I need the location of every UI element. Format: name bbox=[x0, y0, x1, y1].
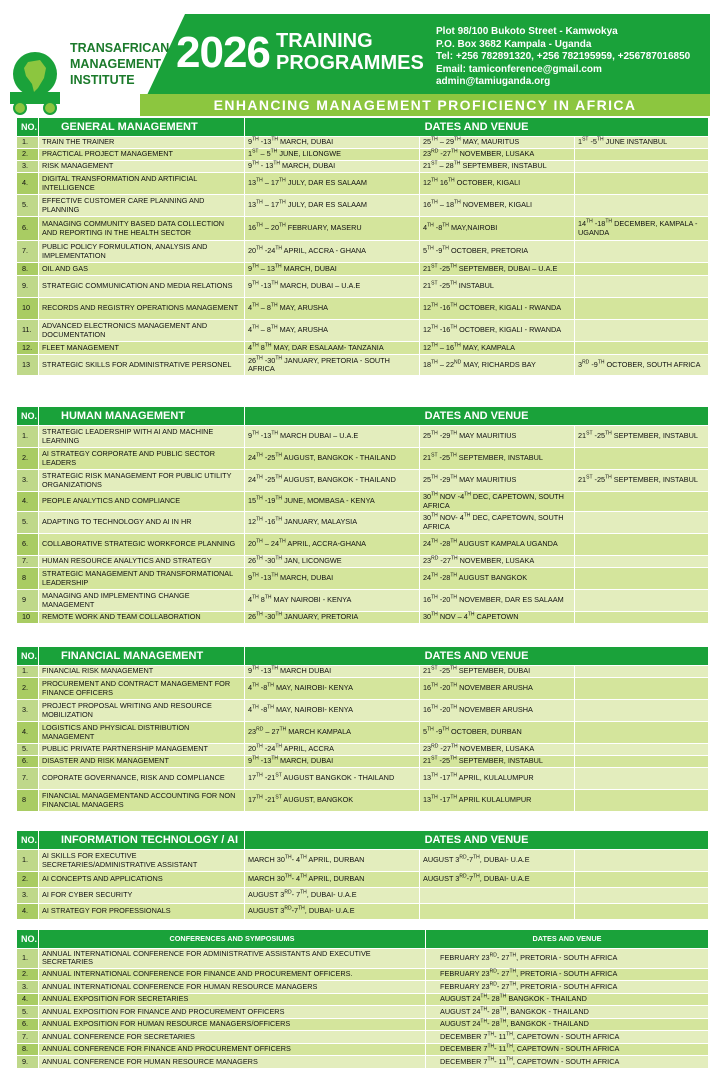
date-venue-1: 9TH -13TH MARCH, DUBAI – U.A.E bbox=[245, 276, 420, 298]
course-name: STRATEGIC RISK MANAGEMENT FOR PUBLIC UTILITY ORGANIZATIONS bbox=[39, 470, 245, 492]
date-venue-2: 4TH -8TH MAY,NAIROBI bbox=[420, 217, 575, 241]
course-row bbox=[17, 195, 709, 217]
conference-date: AUGUST 24TH- 28TH BANGKOK - THAILAND bbox=[426, 993, 709, 1006]
date-venue-3 bbox=[575, 888, 709, 904]
conference-date: AUGUST 24TH- 28TH, BANGKOK - THAILAND bbox=[426, 1006, 709, 1019]
date-venue-2: 13TH -17TH APRIL, KULALUMPUR bbox=[420, 768, 575, 790]
date-venue-3 bbox=[575, 195, 709, 217]
date-venue-3 bbox=[575, 512, 709, 534]
course-row bbox=[17, 276, 709, 298]
date-venue-2: 13TH -17TH APRIL KULALUMPUR bbox=[420, 790, 575, 812]
course-name: PUBLIC PRIVATE PARTNERSHIP MANAGEMENT bbox=[39, 744, 245, 756]
course-row bbox=[17, 137, 709, 149]
date-venue-2: 16TH -20TH NOVEMBER ARUSHA bbox=[420, 678, 575, 700]
conference-name: ANNUAL EXPOSITION FOR HUMAN RESOURCE MANAGERS/OFFICERS bbox=[39, 1018, 426, 1031]
row-number: 9 bbox=[17, 590, 39, 612]
date-venue-1: 13TH – 17TH JULY, DAR ES SALAAM bbox=[245, 173, 420, 195]
course-name: COPORATE GOVERNANCE, RISK AND COMPLIANCE bbox=[39, 768, 245, 790]
row-number: 6. bbox=[17, 534, 39, 556]
course-row bbox=[17, 161, 709, 173]
section-general-management bbox=[16, 117, 708, 376]
conference-name: ANNUAL CONFERENCE FOR HUMAN RESOURCE MANAGERS bbox=[39, 1056, 426, 1069]
course-row bbox=[17, 298, 709, 320]
date-venue-3 bbox=[575, 492, 709, 512]
course-name: COLLABORATIVE STRATEGIC WORKFORCE PLANNING bbox=[39, 534, 245, 556]
row-number: 6. bbox=[17, 217, 39, 241]
course-row bbox=[17, 241, 709, 263]
date-venue-3: 21ST -25TH SEPTEMBER, INSTABUL bbox=[575, 470, 709, 492]
course-name: AI SKILLS FOR EXECUTIVE SECRETARIES/ADMINISTRATIVE ASSISTANT bbox=[39, 850, 245, 872]
course-row bbox=[17, 904, 709, 920]
date-venue-1: 4TH -8TH MAY, NAIROBI- KENYA bbox=[245, 678, 420, 700]
date-venue-1: 9TH -13TH MARCH DUBAI bbox=[245, 666, 420, 678]
conference-row bbox=[17, 1018, 709, 1031]
row-number: 1. bbox=[17, 137, 39, 149]
date-venue-3 bbox=[575, 790, 709, 812]
row-number: 4. bbox=[17, 722, 39, 744]
date-venue-1: AUGUST 3RD- 7TH, DUBAI- U.A.E bbox=[245, 888, 420, 904]
header-no: NO. bbox=[17, 831, 39, 850]
dates-venue-header: DATES AND VENUE bbox=[426, 930, 709, 949]
year-title: 2026 bbox=[176, 28, 270, 77]
row-number: 9. bbox=[17, 276, 39, 298]
date-venue-2: AUGUST 3RD-7TH, DUBAI- U.A.E bbox=[420, 850, 575, 872]
date-venue-1: 9TH - 13TH MARCH, DUBAI bbox=[245, 161, 420, 173]
header-no: NO. bbox=[17, 407, 39, 426]
date-venue-2: 12TH – 16TH MAY, KAMPALA bbox=[420, 342, 575, 355]
dates-venue-header: DATES AND VENUE bbox=[245, 407, 709, 426]
row-number: 4. bbox=[17, 904, 39, 920]
header-no: NO. bbox=[17, 930, 39, 949]
date-venue-1: 20TH -24TH APRIL, ACCRA - GHANA bbox=[245, 241, 420, 263]
header bbox=[0, 0, 722, 116]
course-name: ADVANCED ELECTRONICS MANAGEMENT AND DOCUMENTATION bbox=[39, 320, 245, 342]
date-venue-2: 24TH -28TH AUGUST BANGKOK bbox=[420, 568, 575, 590]
row-number: 7. bbox=[17, 556, 39, 568]
conference-date: FEBRUARY 23RD- 27TH, PRETORIA - SOUTH AFRICA bbox=[426, 981, 709, 994]
course-row bbox=[17, 556, 709, 568]
row-number: 11. bbox=[17, 320, 39, 342]
conference-name: ANNUAL INTERNATIONAL CONFERENCE FOR ADMINISTRATIVE ASSISTANTS AND EXECUTIVE SECRETARIES bbox=[39, 949, 426, 969]
row-number: 7. bbox=[17, 1031, 39, 1044]
date-venue-3: 3RD -9TH OCTOBER, SOUTH AFRICA bbox=[575, 355, 709, 376]
row-number: 8 bbox=[17, 568, 39, 590]
row-number: 2. bbox=[17, 149, 39, 161]
contact-pobox: P.O. Box 3682 Kampala - Uganda bbox=[436, 38, 592, 50]
date-venue-1: MARCH 30TH- 4TH APRIL, DURBAN bbox=[245, 872, 420, 888]
date-venue-3 bbox=[575, 568, 709, 590]
course-name: AI CONCEPTS AND APPLICATIONS bbox=[39, 872, 245, 888]
course-row bbox=[17, 217, 709, 241]
conference-name: ANNUAL INTERNATIONAL CONFERENCE FOR FINANCE AND PROCUREMENT OFFICERS. bbox=[39, 968, 426, 981]
course-row bbox=[17, 173, 709, 195]
course-name: FLEET MANAGEMENT bbox=[39, 342, 245, 355]
row-number: 4. bbox=[17, 173, 39, 195]
course-name: MANAGING COMMUNITY BASED DATA COLLECTION AND REPORTING IN THE HEALTH SECTOR bbox=[39, 217, 245, 241]
row-number: 12. bbox=[17, 342, 39, 355]
course-name: RECORDS AND REGISTRY OPERATIONS MANAGEMENT bbox=[39, 298, 245, 320]
conference-row bbox=[17, 1056, 709, 1069]
course-row bbox=[17, 872, 709, 888]
course-name: EFFECTIVE CUSTOMER CARE PLANNING AND PLANNING bbox=[39, 195, 245, 217]
course-name: STRATEGIC COMMUNICATION AND MEDIA RELATIONS bbox=[39, 276, 245, 298]
date-venue-3 bbox=[575, 850, 709, 872]
course-name: PROJECT PROPOSAL WRITING AND RESOURCE MOBILIZATION bbox=[39, 700, 245, 722]
date-venue-1: 9TH -13TH MARCH DUBAI – U.A.E bbox=[245, 426, 420, 448]
date-venue-3 bbox=[575, 872, 709, 888]
date-venue-1: 15TH -19TH JUNE, MOMBASA - KENYA bbox=[245, 492, 420, 512]
date-venue-2: 30TH NOV – 4TH CAPETOWN bbox=[420, 612, 575, 624]
tagline-bar bbox=[140, 94, 710, 116]
course-name: RISK MANAGEMENT bbox=[39, 161, 245, 173]
section-title: GENERAL MANAGEMENT bbox=[39, 118, 245, 137]
section-conferences bbox=[16, 929, 708, 1069]
row-number: 3. bbox=[17, 700, 39, 722]
course-name: OIL AND GAS bbox=[39, 263, 245, 276]
date-venue-1: 17TH -21ST AUGUST, BANGKOK bbox=[245, 790, 420, 812]
date-venue-3 bbox=[575, 161, 709, 173]
conference-row bbox=[17, 1006, 709, 1019]
date-venue-2: 25TH – 29TH MAY, MAURITUS bbox=[420, 137, 575, 149]
date-venue-2: 12TH -16TH OCTOBER, KIGALI - RWANDA bbox=[420, 298, 575, 320]
dates-venue-header: DATES AND VENUE bbox=[245, 831, 709, 850]
date-venue-3: 1ST -5TH JUNE INSTANBUL bbox=[575, 137, 709, 149]
header-no: NO. bbox=[17, 118, 39, 137]
section-title: FINANCIAL MANAGEMENT bbox=[39, 647, 245, 666]
date-venue-1: 26TH -30TH JAN, LICONGWE bbox=[245, 556, 420, 568]
tami-logo bbox=[6, 48, 64, 116]
date-venue-1: 20TH -24TH APRIL, ACCRA bbox=[245, 744, 420, 756]
course-row bbox=[17, 722, 709, 744]
row-number: 2. bbox=[17, 872, 39, 888]
course-row bbox=[17, 888, 709, 904]
course-row bbox=[17, 850, 709, 872]
course-row bbox=[17, 426, 709, 448]
row-number: 7. bbox=[17, 241, 39, 263]
conference-name: ANNUAL EXPOSITION FOR FINANCE AND PROCUREMENT OFFICERS bbox=[39, 1006, 426, 1019]
date-venue-1: 12TH -16TH JANUARY, MALAYSIA bbox=[245, 512, 420, 534]
course-row bbox=[17, 263, 709, 276]
row-number: 5. bbox=[17, 512, 39, 534]
row-number: 9. bbox=[17, 1056, 39, 1069]
date-venue-2: 25TH -29TH MAY MAURITIUS bbox=[420, 426, 575, 448]
logo-text: TAMI bbox=[16, 36, 44, 48]
course-name: REMOTE WORK AND TEAM COLLABORATION bbox=[39, 612, 245, 624]
date-venue-3 bbox=[575, 241, 709, 263]
date-venue-2: 5TH -9TH OCTOBER, DURBAN bbox=[420, 722, 575, 744]
conference-row bbox=[17, 949, 709, 969]
course-row bbox=[17, 744, 709, 756]
row-number: 3. bbox=[17, 470, 39, 492]
course-row bbox=[17, 568, 709, 590]
date-venue-3 bbox=[575, 590, 709, 612]
date-venue-3 bbox=[575, 556, 709, 568]
date-venue-2: 16TH – 18TH NOVEMBER, KIGALI bbox=[420, 195, 575, 217]
date-venue-1: 23RD – 27TH MARCH KAMPALA bbox=[245, 722, 420, 744]
conference-row bbox=[17, 1043, 709, 1056]
date-venue-2: 18TH – 22ND MAY, RICHARDS BAY bbox=[420, 355, 575, 376]
course-name: FINANCIAL RISK MANAGEMENT bbox=[39, 666, 245, 678]
row-number: 2. bbox=[17, 968, 39, 981]
date-venue-2: 21ST -25TH SEPTEMBER, INSTABUL bbox=[420, 756, 575, 768]
date-venue-1: 16TH – 20TH FEBRUARY, MASERU bbox=[245, 217, 420, 241]
date-venue-2 bbox=[420, 904, 575, 920]
course-name: ADAPTING TO TECHNOLOGY AND AI IN HR bbox=[39, 512, 245, 534]
date-venue-2: 30TH NOV- 4TH DEC, CAPETOWN, SOUTH AFRICA bbox=[420, 512, 575, 534]
row-number: 8 bbox=[17, 790, 39, 812]
section-title: HUMAN MANAGEMENT bbox=[39, 407, 245, 426]
row-number: 5. bbox=[17, 1006, 39, 1019]
section-information-technology-ai bbox=[16, 830, 708, 920]
contact-info bbox=[436, 26, 716, 89]
row-number: 13 bbox=[17, 355, 39, 376]
date-venue-2: 23RD -27TH NOVEMBER, LUSAKA bbox=[420, 744, 575, 756]
conference-date: FEBRUARY 23RD- 27TH, PRETORIA - SOUTH AFRICA bbox=[426, 968, 709, 981]
contact-email: Email: tamiconference@gmail.com bbox=[436, 63, 602, 75]
date-venue-3 bbox=[575, 298, 709, 320]
row-number: 8. bbox=[17, 1043, 39, 1056]
row-number: 4. bbox=[17, 492, 39, 512]
row-number: 7. bbox=[17, 768, 39, 790]
date-venue-3 bbox=[575, 756, 709, 768]
date-venue-3 bbox=[575, 263, 709, 276]
course-row bbox=[17, 700, 709, 722]
date-venue-1: 4TH -8TH MAY, NAIROBI- KENYA bbox=[245, 700, 420, 722]
date-venue-1: 4TH – 8TH MAY, ARUSHA bbox=[245, 298, 420, 320]
row-number: 6. bbox=[17, 756, 39, 768]
conference-date: DECEMBER 7TH- 11TH, CAPETOWN - SOUTH AFRICA bbox=[426, 1056, 709, 1069]
course-row bbox=[17, 492, 709, 512]
conference-date: DECEMBER 7TH- 11TH, CAPETOWN - SOUTH AFRICA bbox=[426, 1031, 709, 1044]
conference-row bbox=[17, 993, 709, 1006]
date-venue-1: 17TH -21ST AUGUST BANGKOK - THAILAND bbox=[245, 768, 420, 790]
row-number: 2. bbox=[17, 678, 39, 700]
contact-address: Plot 98/100 Bukoto Street - Kamwokya bbox=[436, 26, 618, 37]
date-venue-3 bbox=[575, 722, 709, 744]
conference-row bbox=[17, 1031, 709, 1044]
course-name: DIGITAL TRANSFORMATION AND ARTIFICIAL INTELLIGENCE bbox=[39, 173, 245, 195]
date-venue-1: MARCH 30TH- 4TH APRIL, DURBAN bbox=[245, 850, 420, 872]
course-name: AI STRATEGY CORPORATE AND PUBLIC SECTOR LEADERS bbox=[39, 448, 245, 470]
date-venue-2: 21ST -25TH SEPTEMBER, DUBAI bbox=[420, 666, 575, 678]
programmes-title: TRAINING PROGRAMMES bbox=[276, 30, 424, 74]
row-number: 5. bbox=[17, 744, 39, 756]
date-venue-3 bbox=[575, 173, 709, 195]
date-venue-3 bbox=[575, 666, 709, 678]
conference-name: ANNUAL EXPOSITION FOR SECRETARIES bbox=[39, 993, 426, 1006]
course-name: HUMAN RESOURCE ANALYTICS AND STRATEGY bbox=[39, 556, 245, 568]
course-row bbox=[17, 149, 709, 161]
course-name: PEOPLE ANALYTICS AND COMPLIANCE bbox=[39, 492, 245, 512]
course-row bbox=[17, 470, 709, 492]
date-venue-1: 13TH – 17TH JULY, DAR ES SALAAM bbox=[245, 195, 420, 217]
course-name: FINANCIAL MANAGEMENTAND ACCOUNTING FOR NON FINANCIAL MANAGERS bbox=[39, 790, 245, 812]
date-venue-2: 30TH NOV -4TH DEC, CAPETOWN, SOUTH AFRICA bbox=[420, 492, 575, 512]
date-venue-3 bbox=[575, 342, 709, 355]
date-venue-2: 12TH 16TH OCTOBER, KIGALI bbox=[420, 173, 575, 195]
date-venue-2: 16TH -20TH NOVEMBER, DAR ES SALAAM bbox=[420, 590, 575, 612]
date-venue-3 bbox=[575, 320, 709, 342]
course-row bbox=[17, 512, 709, 534]
date-venue-3: 21ST -25TH SEPTEMBER, INSTABUL bbox=[575, 426, 709, 448]
row-number: 1. bbox=[17, 426, 39, 448]
date-venue-2: 21ST – 28TH SEPTEMBER, INSTABUL bbox=[420, 161, 575, 173]
date-venue-1: 26TH -30TH JANUARY, PRETORIA bbox=[245, 612, 420, 624]
date-venue-3 bbox=[575, 612, 709, 624]
course-row bbox=[17, 448, 709, 470]
contact-email-admin: admin@tamiuganda.org bbox=[436, 76, 551, 87]
date-venue-3 bbox=[575, 534, 709, 556]
conference-date: DECEMBER 7TH- 11TH, CAPETOWN - SOUTH AFRICA bbox=[426, 1043, 709, 1056]
date-venue-2: 5TH -9TH OCTOBER, PRETORIA bbox=[420, 241, 575, 263]
date-venue-2: 23RD -27TH NOVEMBER, LUSAKA bbox=[420, 149, 575, 161]
date-venue-1: 9TH -13TH MARCH, DUBAI bbox=[245, 756, 420, 768]
course-name: MANAGING AND IMPLEMENTING CHANGE MANAGEMENT bbox=[39, 590, 245, 612]
course-name: STRATEGIC SKILLS FOR ADMINISTRATIVE PERSONEL bbox=[39, 355, 245, 376]
row-number: 5. bbox=[17, 195, 39, 217]
section-human-management bbox=[16, 406, 708, 624]
row-number: 10 bbox=[17, 298, 39, 320]
header-no: NO. bbox=[17, 647, 39, 666]
course-row bbox=[17, 666, 709, 678]
course-name: PROCUREMENT AND CONTRACT MANAGEMENT FOR FINANCE OFFICERS bbox=[39, 678, 245, 700]
conference-date: AUGUST 24TH- 28TH, BANGKOK - THAILAND bbox=[426, 1018, 709, 1031]
date-venue-2: 21ST -25TH INSTABUL bbox=[420, 276, 575, 298]
row-number: 4. bbox=[17, 993, 39, 1006]
date-venue-3 bbox=[575, 700, 709, 722]
course-row bbox=[17, 612, 709, 624]
course-row bbox=[17, 342, 709, 355]
conference-row bbox=[17, 968, 709, 981]
row-number: 2. bbox=[17, 448, 39, 470]
date-venue-3 bbox=[575, 678, 709, 700]
date-venue-2: 25TH -29TH MAY MAURITIUS bbox=[420, 470, 575, 492]
dates-venue-header: DATES AND VENUE bbox=[245, 118, 709, 137]
date-venue-2 bbox=[420, 888, 575, 904]
date-venue-3 bbox=[575, 276, 709, 298]
conference-name: ANNUAL CONFERENCE FOR SECRETARIES bbox=[39, 1031, 426, 1044]
date-venue-1: 4TH 8TH MAY NAIROBI - KENYA bbox=[245, 590, 420, 612]
course-name: DISASTER AND RISK MANAGEMENT bbox=[39, 756, 245, 768]
course-name: AI FOR CYBER SECURITY bbox=[39, 888, 245, 904]
course-row bbox=[17, 320, 709, 342]
row-number: 1. bbox=[17, 949, 39, 969]
section-financial-management bbox=[16, 646, 708, 812]
date-venue-3 bbox=[575, 744, 709, 756]
row-number: 6. bbox=[17, 1018, 39, 1031]
section-title: INFORMATION TECHNOLOGY / AI bbox=[39, 831, 245, 850]
course-name: TRAIN THE TRAINER bbox=[39, 137, 245, 149]
course-row bbox=[17, 590, 709, 612]
date-venue-1: 4TH – 8TH MAY, ARUSHA bbox=[245, 320, 420, 342]
date-venue-1: 9TH -13TH MARCH, DUBAI bbox=[245, 137, 420, 149]
date-venue-1: 9TH -13TH MARCH, DUBAI bbox=[245, 568, 420, 590]
course-row bbox=[17, 790, 709, 812]
tagline: ENHANCING MANAGEMENT PROFICIENCY IN AFRICA bbox=[213, 97, 637, 113]
row-number: 8. bbox=[17, 263, 39, 276]
row-number: 1. bbox=[17, 666, 39, 678]
row-number: 1. bbox=[17, 850, 39, 872]
course-name: STRATEGIC LEADERSHIP WITH AI AND MACHINE LEARNING bbox=[39, 426, 245, 448]
brand-name: TRANSAFRICAN MANAGEMENT INSTITUTE bbox=[70, 41, 170, 87]
contact-phone: Tel: +256 782891320, +256 782195959, +256787016850 bbox=[436, 51, 691, 62]
dates-venue-header: DATES AND VENUE bbox=[245, 647, 709, 666]
course-row bbox=[17, 756, 709, 768]
conference-name: ANNUAL CONFERENCE FOR FINANCE AND PROCUREMENT OFFICERS bbox=[39, 1043, 426, 1056]
conference-row bbox=[17, 981, 709, 994]
conference-name: ANNUAL INTERNATIONAL CONFERENCE FOR HUMAN RESOURCE MANAGERS bbox=[39, 981, 426, 994]
date-venue-1: 24TH -25TH AUGUST, BANGKOK - THAILAND bbox=[245, 470, 420, 492]
date-venue-2: 21ST -25TH SEPTEMBER, INSTABUL bbox=[420, 448, 575, 470]
date-venue-1: 9TH – 13TH MARCH, DUBAI bbox=[245, 263, 420, 276]
row-number: 3. bbox=[17, 888, 39, 904]
date-venue-1: AUGUST 3RD-7TH, DUBAI- U.A.E bbox=[245, 904, 420, 920]
course-name: LOGISTICS AND PHYSICAL DISTRIBUTION MANAGEMENT bbox=[39, 722, 245, 744]
date-venue-1: 4TH 8TH MAY, DAR ESALAAM- TANZANIA bbox=[245, 342, 420, 355]
date-venue-3: 14TH -18TH DECEMBER, KAMPALA - UGANDA bbox=[575, 217, 709, 241]
row-number: 10 bbox=[17, 612, 39, 624]
conference-date: FEBRUARY 23RD- 27TH, PRETORIA - SOUTH AFRICA bbox=[426, 949, 709, 969]
date-venue-1: 24TH -25TH AUGUST, BANGKOK - THAILAND bbox=[245, 448, 420, 470]
date-venue-1: 26TH -30TH JANUARY, PRETORIA - SOUTH AFRICA bbox=[245, 355, 420, 376]
date-venue-2: 12TH -16TH OCTOBER, KIGALI - RWANDA bbox=[420, 320, 575, 342]
date-venue-2: AUGUST 3RD-7TH, DUBAI- U.A.E bbox=[420, 872, 575, 888]
section-title: CONFERENCES AND SYMPOSIUMS bbox=[39, 930, 426, 949]
course-row bbox=[17, 534, 709, 556]
course-row bbox=[17, 678, 709, 700]
course-name: AI STRATEGY FOR PROFESSIONALS bbox=[39, 904, 245, 920]
date-venue-3 bbox=[575, 768, 709, 790]
date-venue-2: 23RD -27TH NOVEMBER, LUSAKA bbox=[420, 556, 575, 568]
course-name: STRATEGIC MANAGEMENT AND TRANSFORMATIONAL LEADERSHIP bbox=[39, 568, 245, 590]
row-number: 3. bbox=[17, 981, 39, 994]
date-venue-3 bbox=[575, 149, 709, 161]
course-row bbox=[17, 768, 709, 790]
row-number: 3. bbox=[17, 161, 39, 173]
course-name: PUBLIC POLICY FORMULATION, ANALYSIS AND IMPLEMENTATION bbox=[39, 241, 245, 263]
date-venue-2: 16TH -20TH NOVEMBER ARUSHA bbox=[420, 700, 575, 722]
date-venue-1: 1ST – 5TH JUNE, LILONGWE bbox=[245, 149, 420, 161]
date-venue-1: 20TH – 24TH APRIL, ACCRA-GHANA bbox=[245, 534, 420, 556]
date-venue-2: 24TH -28TH AUGUST KAMPALA UGANDA bbox=[420, 534, 575, 556]
course-row bbox=[17, 355, 709, 376]
date-venue-3 bbox=[575, 448, 709, 470]
date-venue-3 bbox=[575, 904, 709, 920]
course-name: PRACTICAL PROJECT MANAGEMENT bbox=[39, 149, 245, 161]
date-venue-2: 21ST -25TH SEPTEMBER, DUBAI – U.A.E bbox=[420, 263, 575, 276]
